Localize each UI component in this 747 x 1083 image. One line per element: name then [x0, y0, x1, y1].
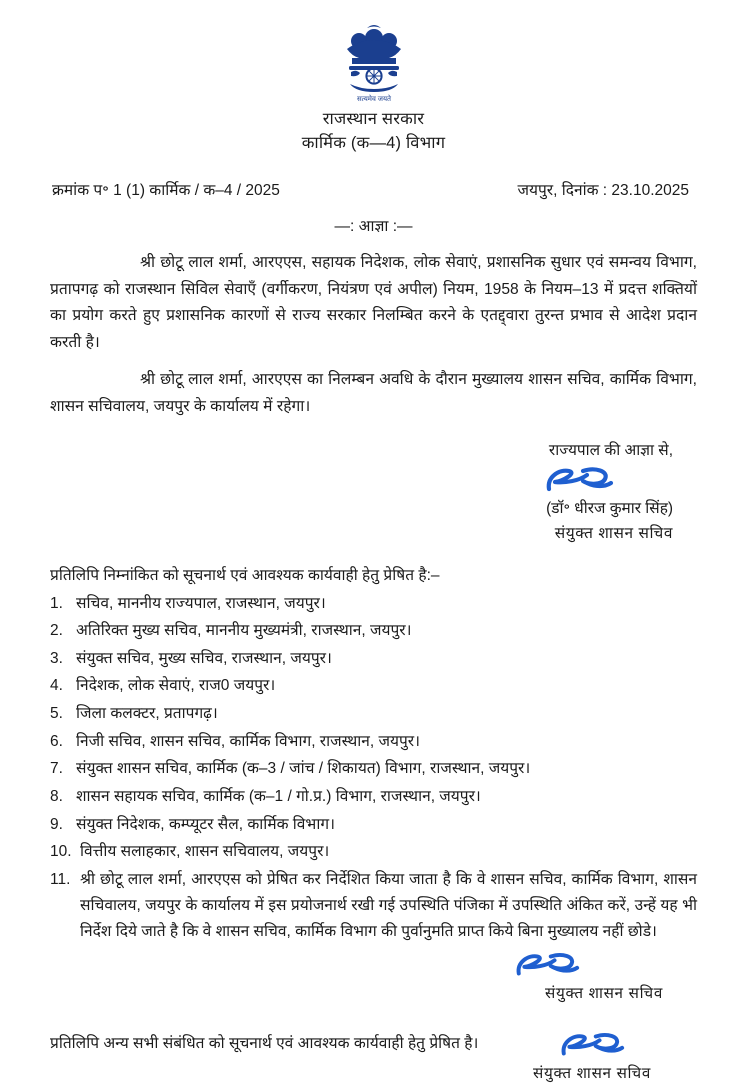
- header-line-department: कार्मिक (क—4) विभाग: [301, 133, 446, 152]
- list-item: [50, 784, 697, 809]
- list-item-number: 5.: [50, 705, 63, 723]
- signatory-designation: संयुक्त शासन सचिव: [554, 525, 673, 542]
- signature-block-final: [487, 1029, 697, 1083]
- list-item: [50, 867, 697, 945]
- list-item: [50, 673, 697, 698]
- signatory-designation: संयुक्त शासन सचिव: [545, 984, 663, 1002]
- final-note-text: प्रतिलिपि अन्य सभी संबंधित को सूचनार्थ एवं आवश्यक कार्यवाही हेतु प्रेषित है।: [50, 1034, 479, 1052]
- list-item-label: संयुक्त सचिव, मुख्य सचिव, राजस्थान, जयपुर।: [76, 649, 332, 667]
- signatory-name: (डॉ॰ धीरज कुमार सिंह): [546, 500, 673, 518]
- list-item-number: 11.: [50, 870, 71, 888]
- list-item-number: 6.: [50, 732, 63, 750]
- list-item-label: संयुक्त शासन सचिव, कार्मिक (क–3 / जांच / शिकायत) विभाग, राजस्थान, जयपुर।: [76, 760, 531, 778]
- emblem-container: [50, 22, 697, 108]
- final-note-block: [50, 1029, 697, 1083]
- list-item-label: निजी सचिव, शासन सचिव, कार्मिक विभाग, राजस्थान, जयपुर।: [76, 732, 421, 750]
- list-item-label: शासन सहायक सचिव, कार्मिक (क–1 / गो.प्र.) विभाग, राजस्थान, जयपुर।: [76, 787, 481, 805]
- reference-row: [50, 178, 697, 200]
- list-item: [50, 618, 697, 643]
- list-item: [50, 591, 697, 616]
- list-item-label: निदेशक, लोक सेवाएं, राज0 जयपुर।: [76, 677, 276, 695]
- list-item: [50, 812, 697, 837]
- list-item-label: संयुक्त निदेशक, कम्प्यूटर सैल, कार्मिक विभाग।: [76, 815, 335, 833]
- document-header: [50, 108, 697, 156]
- list-item: [50, 729, 697, 754]
- list-item-number: 8.: [50, 787, 63, 805]
- list-item-number: 7.: [50, 760, 63, 778]
- place-and-date: जयपुर, दिनांक : 23.10.2025: [517, 181, 689, 199]
- list-item-label: श्री छोटू लाल शर्मा, आरएएस को प्रेषित कर निर्देशित किया जाता है कि वे शासन सचिव, कार्मिक विभाग, शासन सचिवालय, जयपुर के कार्यालय में इस प्रयोजनार्थ रखी गई उपस्थिति पंजिका में उपस्थिति अंकित करें, उन्हें यह भी निर्देश दिये जाते है कि वे शासन सचिव, कार्मिक विभाग की पुर्वानुमति प्राप्त किये बिना मुख्यालय नहीं छोडे।: [80, 870, 697, 940]
- header-line-government: राजस्थान सरकार: [322, 110, 425, 128]
- list-item-label: जिला कलक्टर, प्रतापगढ़।: [76, 705, 218, 723]
- list-item: [50, 756, 697, 781]
- india-state-emblem-icon: [337, 22, 411, 104]
- list-item-label: सचिव, माननीय राज्यपाल, राजस्थान, जयपुर।: [76, 594, 326, 612]
- signature-block-second: [50, 949, 697, 1003]
- list-item-label: अतिरिक्त मुख्य सचिव, माननीय मुख्यमंत्री, राजस्थान, जयपुर।: [76, 622, 412, 640]
- list-item-number: 9.: [50, 815, 63, 833]
- signatory-designation: संयुक्त शासन सचिव: [533, 1064, 651, 1082]
- list-item-number: 2.: [50, 622, 63, 640]
- handwritten-signature-icon: [50, 463, 673, 497]
- reference-number: क्रमांक प॰ 1 (1) कार्मिक / क–4 / 2025: [52, 181, 280, 199]
- list-item-number: 1.: [50, 594, 63, 612]
- list-item-number: 10.: [50, 843, 72, 861]
- list-item-number: 4.: [50, 677, 63, 695]
- list-item: [50, 839, 697, 864]
- by-order-of-governor: राज्यपाल की आज्ञा से,: [548, 441, 673, 459]
- copy-to-intro: प्रतिलिपि निम्नांकित को सूचनार्थ एवं आवश्यक कार्यवाही हेतु प्रेषित है:–: [50, 566, 440, 584]
- list-item-number: 3.: [50, 649, 63, 667]
- list-item-label: वित्तीय सलाहकार, शासन सचिवालय, जयपुर।: [80, 843, 330, 861]
- list-item: [50, 646, 697, 671]
- handwritten-signature-icon: [487, 1029, 697, 1063]
- body-paragraph-2: श्री छोटू लाल शर्मा, आरएएस का निलम्बन अवधि के दौरान मुख्यालय शासन सचिव, कार्मिक विभाग, शासन सचिवालय, जयपुर के कार्यालय में रहेगा।: [50, 371, 697, 415]
- signature-block-main: [50, 439, 697, 547]
- copy-to-list: [50, 591, 697, 945]
- handwritten-signature-icon: [50, 949, 663, 983]
- emblem-motto-text: सत्यमेव जयते: [356, 96, 391, 103]
- document-subject: —: आज्ञा :—: [334, 217, 413, 235]
- list-item: [50, 701, 697, 726]
- body-paragraph-1: श्री छोटू लाल शर्मा, आरएएस, सहायक निदेशक, लोक सेवाएं, प्रशासनिक सुधार एवं समन्वय विभाग, प्रतापगढ़ को राजस्थान सिविल सेवाएँ (वर्गीकरण, नियंत्रण एवं अपील) नियम, 1958 के नियम–13 में प्रदत्त शक्तियों का प्रयोग करते हुए प्रशासनिक कारणों से राज्य सरकार निलम्बित करने के एतद्द्वारा तुरन्त प्रभाव से आदेश प्रदान करती है।: [50, 253, 697, 352]
